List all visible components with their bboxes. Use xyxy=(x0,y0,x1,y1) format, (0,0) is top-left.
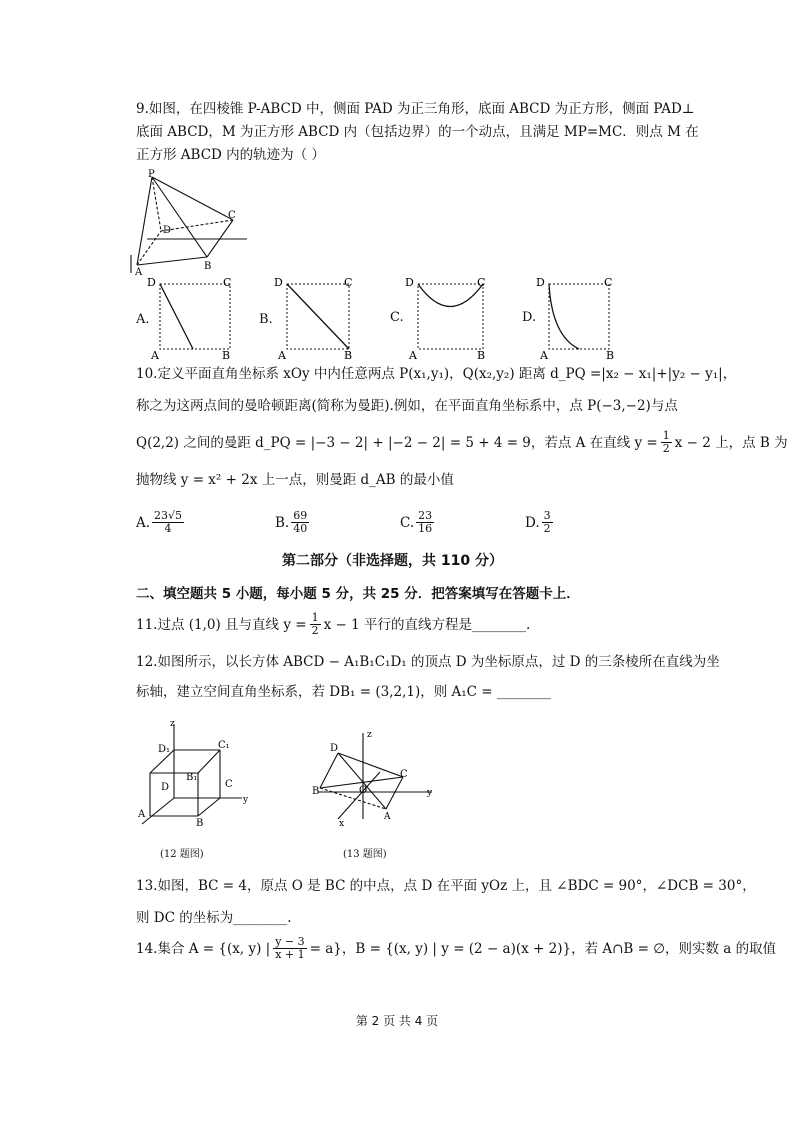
q9-pyramid-figure xyxy=(125,165,265,280)
q12-caption: (12 题图) xyxy=(160,849,204,860)
q11-text xyxy=(136,612,530,637)
q12-label-c1: C₁ xyxy=(218,740,230,751)
q11-text-start: 11.过点 (1,0) 且与直线 y = xyxy=(136,616,307,633)
q9-option-a-figure xyxy=(145,274,245,362)
q9-line-2: 底面 ABCD，M 为正方形 ABCD 内（包括边界）的一个动点，且满足 MP=MC．则点 M 在 xyxy=(136,124,699,140)
q9-option-d-figure xyxy=(534,274,634,362)
q10-option-a-letter: A. xyxy=(136,514,151,531)
q12-label-z: z xyxy=(170,719,175,729)
q12-label-d1: D₁ xyxy=(158,744,171,755)
q9-option-a-letter: A. xyxy=(136,312,150,327)
q9-a-label-c: C xyxy=(223,276,232,289)
q9-a-label-d: D xyxy=(147,276,156,289)
q9-d-label-b: B xyxy=(606,349,615,362)
q10-line-1: 10.定义平面直角坐标系 xOy 中内任意两点 P(x₁,y₁)，Q(x₂,y₂) 距离 d_PQ =|x₂ − x₁|+|y₂ − y₁|， xyxy=(136,366,737,382)
q13-caption: (13 题图) xyxy=(343,849,387,860)
q10-option-d-letter: D. xyxy=(525,514,540,531)
q9-option-d-letter: D. xyxy=(522,310,537,325)
q10-line-4: 抛物线 y = x² + 2x 上一点，则曼距 d_AB 的最小值 xyxy=(136,472,454,488)
q12-line-1: 12.如图所示，以长方体 ABCD − A₁B₁C₁D₁ 的顶点 D 为坐标原点，过 D 的三条棱所在直线为坐 xyxy=(136,654,720,670)
q13-line-2: 则 DC 的坐标为________. xyxy=(136,910,292,926)
q9-label-b: B xyxy=(204,261,212,272)
q9-option-b-figure xyxy=(272,274,372,362)
page-footer: 第 2 页 共 4 页 xyxy=(355,1014,439,1028)
q10-option-a xyxy=(136,510,184,535)
q11-frac-num: 1 xyxy=(311,611,319,624)
q13-line-1: 13.如图，BC = 4，原点 O 是 BC 的中点，点 D 在平面 yOz 上，且 ∠BDC = 90°，∠DCB = 30°， xyxy=(136,878,756,894)
q9-b-label-b: B xyxy=(344,349,353,362)
q13-label-a: A xyxy=(384,812,391,822)
q13-label-y: y xyxy=(427,788,433,798)
q10-option-c-letter: C. xyxy=(400,514,415,531)
q13-label-x: x xyxy=(339,819,345,829)
q10-option-d-den: 2 xyxy=(543,522,551,535)
q12-label-c: C xyxy=(225,779,233,790)
q10-option-b-letter: B. xyxy=(275,514,290,531)
q13-label-d: D xyxy=(330,743,339,754)
q12-label-d: D xyxy=(161,782,170,793)
q9-label-c: C xyxy=(228,210,236,221)
q13-label-b: B xyxy=(312,786,320,797)
q10-line-3-start: Q(2,2) 之间的曼距 d_PQ = |−3 − 2| + |−2 − 2| = 5 + 4 = 9，若点 A 在直线 y = xyxy=(136,434,658,451)
q14-text xyxy=(136,936,776,961)
q9-option-c-figure xyxy=(403,274,503,362)
q9-c-label-d: D xyxy=(405,276,414,289)
q11-half-fraction xyxy=(310,612,321,637)
q9-a-label-a: A xyxy=(151,349,159,362)
q9-label-a: A xyxy=(135,267,143,278)
q12-label-b: B xyxy=(196,818,204,829)
q10-line-3 xyxy=(136,430,788,455)
q10-option-a-den: 4 xyxy=(164,522,172,535)
q9-d-label-a: A xyxy=(540,349,548,362)
q11-frac-den: 2 xyxy=(311,624,319,637)
q10-option-b-num: 69 xyxy=(293,509,308,522)
q13-label-o: O xyxy=(359,785,368,796)
q11-text-end: x − 1 平行的直线方程是________. xyxy=(323,616,531,633)
q10-option-c-num: 23 xyxy=(418,509,433,522)
q10-option-c xyxy=(400,510,434,535)
q9-b-label-a: A xyxy=(278,349,286,362)
q13-label-z: z xyxy=(367,730,372,740)
q14-frac-den: x + 1 xyxy=(275,948,305,961)
q10-line-2: 称之为这两点间的曼哈顿距离(简称为曼距).例如，在平面直角坐标系中，点 P(−3,−2)与点 xyxy=(136,398,678,414)
q9-option-b-letter: B. xyxy=(259,312,273,327)
part2-title: 第二部分（非选择题，共 110 分） xyxy=(282,553,503,569)
q9-d-label-c: C xyxy=(604,276,613,289)
q9-line-3: 正方形 ABCD 内的轨迹为（ ） xyxy=(136,147,325,163)
q13-label-c: C xyxy=(400,769,408,780)
q10-option-b xyxy=(275,510,309,535)
q12-label-y: y xyxy=(243,795,249,805)
q12-cuboid-figure xyxy=(130,718,250,830)
q14-text-end: = a}，B = {(x, y) | y = (2 − a)(x + 2)}，若 A∩B = ∅，则实数 a 的取值 xyxy=(309,940,777,957)
q9-line-1: 9.如图，在四棱锥 P-ABCD 中，侧面 PAD 为正三角形，底面 ABCD 为正方形，侧面 PAD⊥ xyxy=(136,101,695,117)
q9-c-label-b: B xyxy=(477,349,486,362)
q9-option-c-letter: C. xyxy=(390,310,404,325)
q10-option-d xyxy=(525,510,553,535)
q14-frac-num: y − 3 xyxy=(275,935,305,948)
q9-b-label-c: C xyxy=(344,276,353,289)
q10-frac-den: 2 xyxy=(662,442,670,455)
q12-line-2: 标轴，建立空间直角坐标系，若 DB₁ = (3,2,1)，则 A₁C = ________ xyxy=(136,684,551,700)
q9-label-p: P xyxy=(148,169,155,180)
q9-label-d: D xyxy=(163,225,172,236)
q10-option-c-den: 16 xyxy=(418,522,433,535)
q10-half-fraction xyxy=(661,430,672,455)
q10-option-d-num: 3 xyxy=(543,509,551,522)
q12-label-a: A xyxy=(138,809,146,820)
q10-option-a-num: 23√5 xyxy=(154,509,183,522)
section-heading: 二、填空题共 5 小题，每小题 5 分，共 25 分．把答案填写在答题卡上． xyxy=(136,586,580,602)
q9-a-label-b: B xyxy=(222,349,231,362)
q14-fraction xyxy=(273,936,306,961)
q10-frac-num: 1 xyxy=(662,429,670,442)
q9-c-label-a: A xyxy=(409,349,417,362)
q12-label-b1: B₁ xyxy=(186,772,198,783)
q9-c-label-c: C xyxy=(477,276,486,289)
q9-b-label-d: D xyxy=(274,276,283,289)
q10-option-b-den: 40 xyxy=(293,522,308,535)
q9-d-label-d: D xyxy=(536,276,545,289)
q13-figure xyxy=(308,727,440,835)
q10-line-3-end: x − 2 上，点 B 为 xyxy=(674,434,788,451)
q14-text-start: 14.集合 A = {(x, y) | xyxy=(136,940,271,957)
